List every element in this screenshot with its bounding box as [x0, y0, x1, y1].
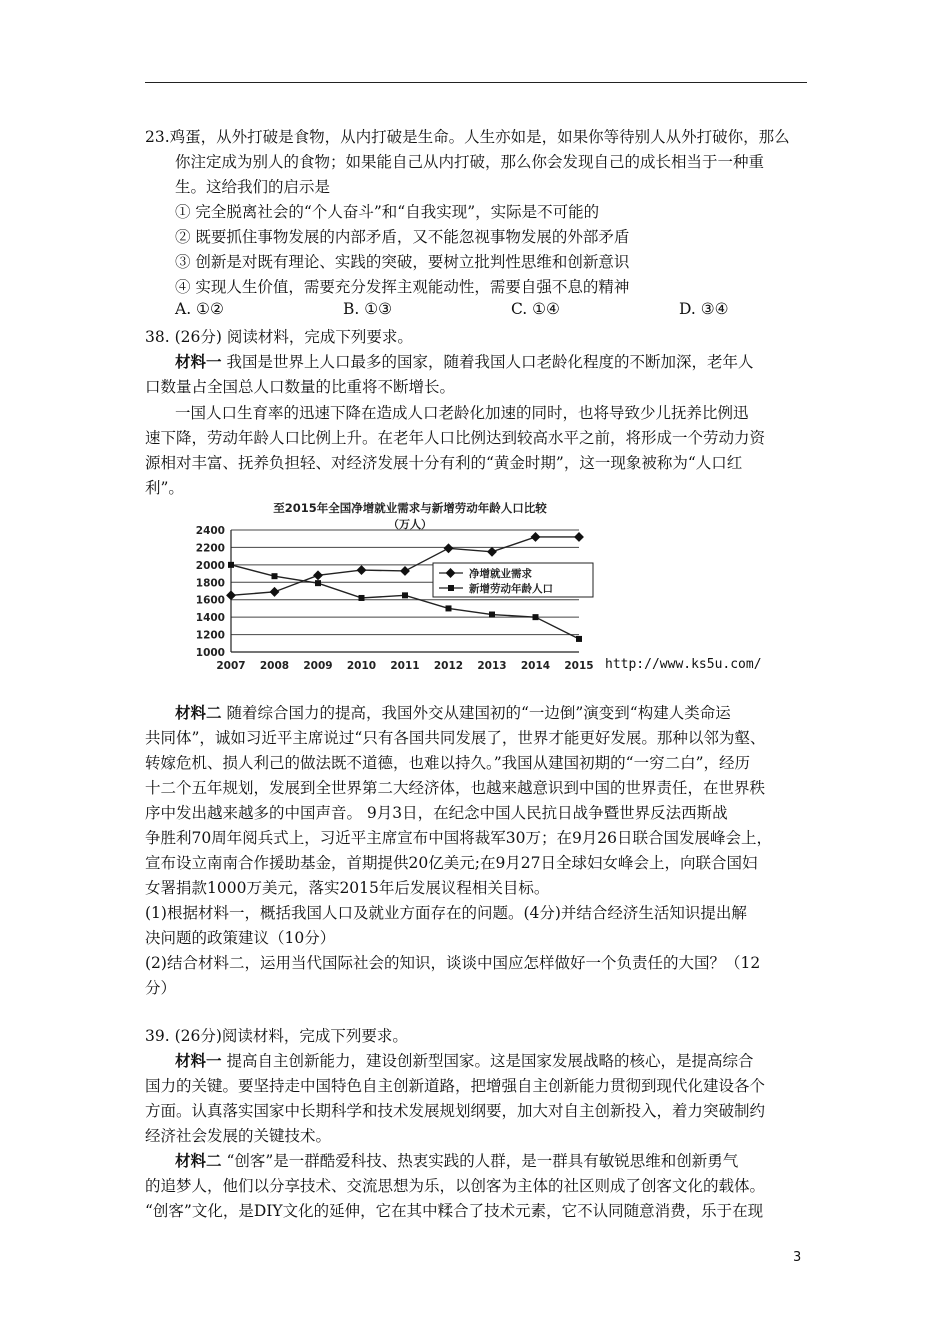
x-tick-label: 2014 [520, 660, 551, 672]
q23-option-a: A. ①② [175, 300, 224, 318]
data-point-diamond [487, 547, 497, 557]
data-point-square [228, 562, 234, 568]
q38-material-2-label: 材料二 [175, 703, 222, 722]
q39-material-1-text-1: 提高自主创新能力，建设创新型国家。这是国家发展战略的核心，是提高综合 [221, 1052, 754, 1070]
q23-item-1: ① 完全脱离社会的“个人奋斗”和“自我实现”，实际是不可能的 [175, 203, 600, 221]
y-tick-label: 2000 [195, 559, 225, 572]
q39-material-1-line-2: 国力的关键。要坚持走中国特色自主创新道路，把增强自主创新能力贯彻到现代化建设各个 [145, 1077, 766, 1095]
q23-line-1: 23.鸡蛋，从外打破是食物，从内打破是生命。人生亦如是，如果你等待别人从外打破你，那么 [145, 128, 790, 146]
data-point-square [489, 612, 495, 618]
line-chart [185, 497, 605, 677]
q38-material-2-line-6: 争胜利70周年阅兵式上，习近平主席宣布中国将裁军30万；在9月26日联合国发展峰会上， [145, 829, 773, 847]
data-point-diamond [226, 590, 236, 600]
q38-material-2-line-8: 女署捐款1000万美元，落实2015年后发展议程相关目标。 [145, 879, 550, 897]
legend-label-1: 净增就业需求 [469, 568, 532, 580]
q23-item-4: ④ 实现人生价值，需要充分发挥主观能动性，需要自强不息的精神 [175, 278, 630, 296]
q23-item-2: ② 既要抓住事物发展的内部矛盾，又不能忽视事物发展的外部矛盾 [175, 228, 630, 246]
data-point-diamond [400, 566, 410, 576]
data-point-diamond [574, 532, 584, 542]
page-number: 3 [793, 1250, 802, 1265]
q38-material-2-text-1: 随着综合国力的提高，我国外交从建国初的“一边倒”演变到“构建人类命运 [221, 704, 731, 722]
data-point-diamond [313, 570, 323, 580]
q38-material-2-line-7: 宣布设立南南合作援助基金，首期提供20亿美元;在9月27日全球妇女峰会上，向联合国妇 [145, 854, 758, 872]
q38-question-2-line-2: 分） [145, 979, 177, 997]
q38-material-1-p2-line-4: 利”。 [145, 479, 184, 497]
q38-material-2-line-2: 共同体”，诚如习近平主席说过“只有各国共同发展了，世界才能更好发展。那种以邻为壑、 [145, 729, 766, 747]
y-tick-label: 2200 [195, 542, 225, 555]
data-point-square [272, 573, 278, 579]
x-tick-label: 2015 [564, 660, 594, 672]
q39-material-2-label: 材料二 [175, 1151, 222, 1170]
q38-material-2-line-5: 序中发出越来越多的中国声音。 9月3日，在纪念中国人民抗日战争暨世界反法西斯战 [145, 804, 728, 822]
x-tick-label: 2013 [477, 660, 507, 672]
q39-material-2-text-1: “创客”是一群酷爱科技、热衷实践的人群，是一群具有敏锐思维和创新勇气 [221, 1152, 739, 1170]
watermark-url: http://www.ks5u.com/ [605, 657, 762, 672]
legend-square-icon [448, 585, 454, 591]
q38-material-2-line-3: 转嫁危机、损人利己的做法既不道德，也难以持久。”我国从建国初期的“一穷二白”，经历 [145, 754, 751, 772]
q38-question-1-line-2: 决问题的政策建议（10分） [145, 929, 336, 947]
q39-material-1-label: 材料一 [175, 1051, 222, 1070]
q38-question-2-line-1: (2)结合材料二，运用当代国际社会的知识，谈谈中国应怎样做好一个负责任的大国？（12 [145, 954, 761, 972]
data-point-diamond [531, 532, 541, 542]
q23-option-d: D. ③④ [679, 300, 729, 318]
q38-material-2-line-1 [175, 701, 731, 725]
q38-header: 38. (26分) 阅读材料，完成下列要求。 [145, 328, 413, 346]
data-point-diamond [444, 543, 454, 553]
y-tick-label: 1800 [195, 577, 225, 590]
chart-subtitle: （万人） [388, 518, 432, 531]
data-point-square [576, 636, 582, 642]
q39-material-2-line-2: 的追梦人，他们以分享技术、交流思想为乐，以创客为主体的社区则成了创客文化的载体。 [145, 1177, 766, 1195]
x-tick-label: 2010 [346, 660, 377, 672]
q38-material-1-label: 材料一 [175, 352, 222, 371]
q39-header: 39. (26分)阅读材料，完成下列要求。 [145, 1027, 408, 1045]
data-point-square [533, 614, 539, 620]
q23-option-b: B. ①③ [343, 300, 393, 318]
data-point-square [446, 605, 452, 611]
chart-title: 至2015年全国净增就业需求与新增劳动年龄人口比较 [273, 501, 547, 515]
x-tick-label: 2011 [390, 660, 420, 672]
q38-material-1-text-1: 我国是世界上人口最多的国家，随着我国人口老龄化程度的不断加深，老年人 [221, 353, 754, 371]
data-point-square [402, 592, 408, 598]
y-tick-label: 1400 [195, 612, 225, 625]
x-tick-label: 2008 [259, 660, 290, 672]
q39-material-1-line-3: 方面。认真落实国家中长期科学和技术发展规划纲要，加大对自主创新投入，着力突破制约 [145, 1102, 766, 1120]
q38-material-1-line-1 [175, 350, 753, 374]
x-tick-label: 2007 [216, 660, 246, 672]
x-tick-label: 2012 [433, 660, 464, 672]
data-point-diamond [270, 587, 280, 597]
y-tick-label: 2400 [195, 525, 225, 537]
header-rule [145, 82, 807, 83]
q39-material-1-line-4: 经济社会发展的关键技术。 [145, 1127, 332, 1145]
q39-material-2-line-1 [175, 1149, 738, 1173]
q38-material-2-line-4: 十二个五年规划，发展到全世界第二大经济体，也越来越意识到中国的世界责任，在世界秩 [145, 779, 766, 797]
y-tick-label: 1600 [195, 594, 225, 607]
data-point-diamond [357, 565, 367, 575]
y-tick-label: 1000 [195, 647, 225, 659]
chart-legend [433, 563, 593, 597]
q38-material-1-p2-line-3: 源相对丰富、抚养负担轻、对经济发展十分有利的“黄金时期”，这一现象被称为“人口红 [145, 454, 743, 472]
q39-material-2-line-3: “创客”文化，是DIY文化的延伸，它在其中糅合了技术元素，它不认同随意消费，乐于在现 [145, 1202, 764, 1220]
data-point-square [359, 595, 365, 601]
q38-question-1-line-1: (1)根据材料一，概括我国人口及就业方面存在的问题。(4分)并结合经济生活知识提出解 [145, 904, 747, 922]
q23-line-3: 生。这给我们的启示是 [175, 178, 331, 196]
q39-material-1-line-1 [175, 1049, 753, 1073]
x-tick-label: 2009 [303, 660, 333, 672]
q23-line-2: 你注定成为别人的食物；如果能自己从内打破，那么你会发现自己的成长相当于一种重 [175, 153, 765, 171]
q38-material-1-p2-line-2: 速下降，劳动年龄人口比例上升。在老年人口比例达到较高水平之前，将形成一个劳动力资 [145, 429, 766, 447]
q23-option-c: C. ①④ [511, 300, 560, 318]
legend-label-2: 新增劳动年龄人口 [469, 583, 553, 595]
q38-material-1-line-2: 口数量占全国总人口数量的比重将不断增长。 [145, 378, 456, 396]
data-point-square [315, 580, 321, 586]
y-tick-label: 1200 [195, 629, 225, 642]
q23-item-3: ③ 创新是对既有理论、实践的突破，要树立批判性思维和创新意识 [175, 253, 630, 271]
q38-material-1-p2-line-1: 一国人口生育率的迅速下降在造成人口老龄化加速的同时，也将导致少儿抚养比例迅 [175, 404, 749, 422]
